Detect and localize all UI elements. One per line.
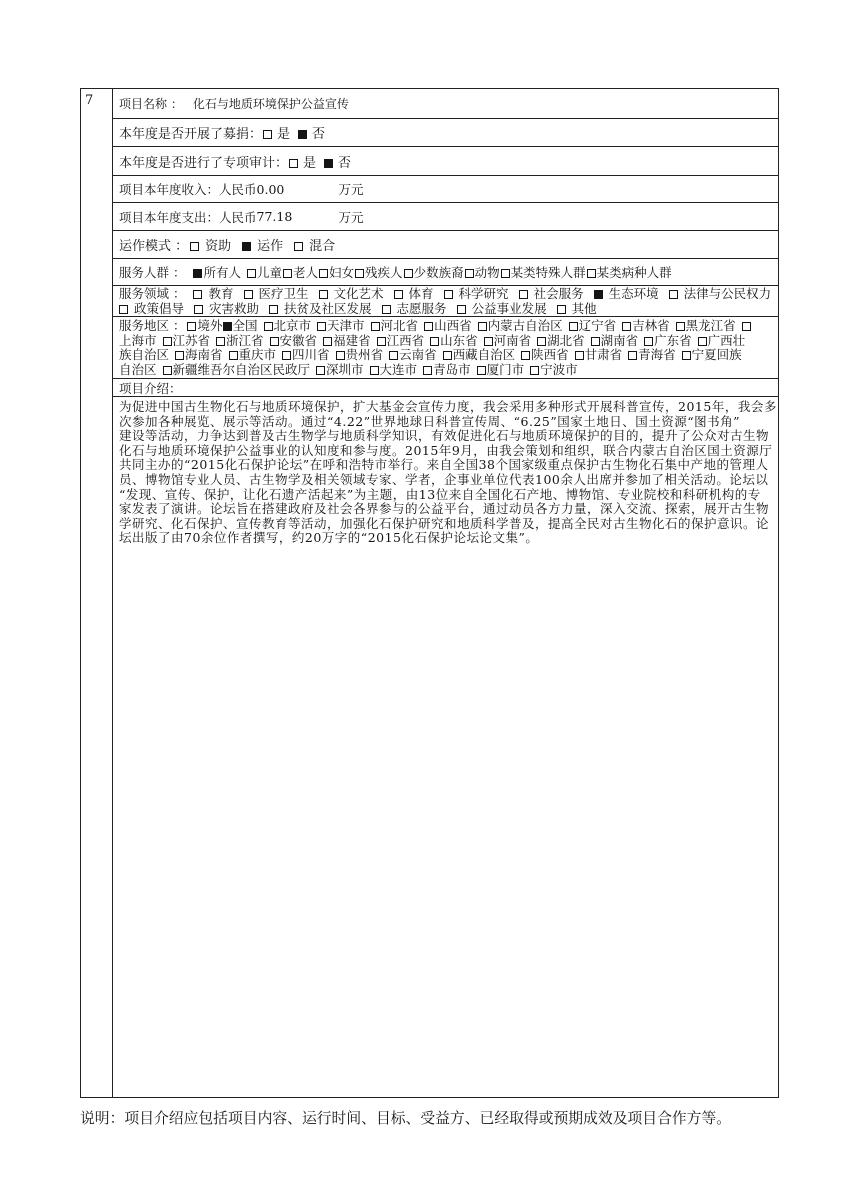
service-region-option-label: 深圳市 [326, 362, 364, 377]
service-region-option [443, 348, 516, 363]
checkbox-empty-icon [484, 337, 493, 346]
service-population-option-label: 少数族裔 [413, 265, 464, 280]
service-region-option [119, 363, 157, 378]
service-field-option-label: 志愿服务 [396, 301, 447, 316]
checkbox-empty-icon [569, 322, 578, 331]
checkbox-empty-icon [622, 322, 631, 331]
service-field-line [119, 301, 778, 316]
operation-mode-option-label: 混合 [309, 239, 336, 254]
service-population-option [247, 263, 282, 281]
service-region-option [119, 348, 169, 363]
service-field-option [457, 301, 547, 316]
service-region-option [270, 334, 318, 349]
intro-text-line: 坛出版了由70余位作者撰写，约20万字的“2015化石保护论坛论文集”。 [119, 530, 539, 546]
fundraising-row [113, 119, 778, 147]
checkbox-empty-icon [175, 351, 184, 360]
service-population-label: 服务人群 ： [119, 265, 186, 280]
service-region-option-label: 广东省 [654, 333, 692, 348]
intro-text-line: 共同主办的“2015化石保护论坛”在呼和浩特市举行。来自全国38个国家级重点保护古生物化石集中产地的管理人 [119, 457, 769, 473]
checkbox-empty-icon [119, 305, 128, 314]
service-region-option [628, 348, 676, 363]
service-region-option [187, 319, 222, 334]
service-region-option-label: 全国 [232, 319, 258, 333]
service-population-option [404, 263, 464, 281]
service-region-option [223, 319, 258, 334]
operation-mode-label: 运作模式 ： [119, 239, 189, 254]
service-region-option-label: 云南省 [399, 348, 437, 362]
service-region-option-label: 宁夏回族 [691, 348, 742, 362]
service-region-option-label: 浙江省 [226, 333, 264, 348]
service-region-option-label: 安徽省 [279, 333, 318, 348]
service-region-option [537, 334, 585, 349]
checkbox-empty-icon [283, 269, 292, 278]
service-region-option [682, 348, 742, 363]
intro-label: 项目介绍： [119, 380, 182, 396]
intro-label-row [113, 379, 778, 397]
service-population-option [193, 263, 241, 281]
service-field-option-label: 其他 [571, 301, 597, 316]
service-region-option-label: 天津市 [327, 319, 365, 333]
checkbox-empty-icon [263, 130, 272, 139]
service-population-option-label: 动物 [474, 265, 500, 280]
service-population-option-label: 残疾人 [365, 265, 403, 280]
checkbox-checked-icon [223, 322, 232, 331]
service-field-option [669, 286, 772, 301]
fundraising-option-label: 是 [277, 127, 291, 142]
audit-option [289, 152, 316, 171]
checkbox-empty-icon [264, 322, 273, 331]
intro-text-line: 为促进中国古生物化石与地质环境保护，扩大基金会宣传力度，我会采用多种形式开展科普宣传，2015年，我会多 [119, 399, 777, 414]
operation-mode-option-label: 资助 [205, 239, 232, 254]
project-name-row [113, 89, 778, 119]
service-region-label: 服务地区 ： [119, 319, 186, 333]
service-field-option-label: 教育 [208, 286, 234, 301]
service-field-label: 服务领域 ： [119, 286, 186, 301]
income-row [113, 176, 778, 203]
service-field-option-label: 体育 [408, 286, 434, 301]
service-field-option-label: 灾害救助 [209, 301, 260, 316]
service-region-option-label: 大连市 [379, 362, 418, 377]
expense-unit: 万元 [338, 209, 364, 225]
project-name-label: 项目名称 ： [119, 97, 183, 111]
service-region-option [591, 334, 639, 349]
service-region-option-label: 河北省 [380, 319, 419, 333]
checkbox-empty-icon [377, 337, 386, 346]
checkbox-empty-icon [382, 305, 391, 314]
intro-text-cell [113, 397, 778, 1097]
checkbox-empty-icon [371, 322, 380, 331]
fundraising-option [263, 123, 290, 142]
service-field-option [269, 301, 372, 316]
service-region-option [430, 334, 478, 349]
service-region-option-label: 甘肃省 [584, 348, 623, 362]
checkbox-empty-icon [628, 351, 637, 360]
checkbox-empty-icon [443, 351, 452, 360]
service-region-option-label: 湖南省 [600, 333, 639, 348]
audit-option-label: 否 [338, 155, 352, 171]
service-region-option-label: 河南省 [493, 333, 532, 348]
operation-mode-option [190, 235, 231, 254]
checkbox-empty-icon [698, 337, 707, 346]
fundraising-label: 本年度是否开展了募捐： [119, 127, 263, 142]
service-region-option-label: 山东省 [440, 333, 478, 348]
service-field-row [113, 286, 778, 317]
checkbox-empty-icon [478, 322, 487, 331]
audit-option-label: 是 [303, 155, 317, 171]
service-region-option [424, 319, 472, 334]
service-region-option-label: 福建省 [333, 333, 371, 348]
item-number: 7 [85, 93, 94, 108]
service-region-option [478, 319, 563, 334]
service-region-option [229, 348, 277, 363]
checkbox-empty-icon [194, 305, 203, 314]
service-region-option [175, 348, 223, 363]
service-field-option-label: 公益事业发展 [471, 301, 547, 316]
service-region-option [163, 334, 211, 349]
service-field-option-label: 社会服务 [533, 286, 584, 301]
checkbox-checked-icon [242, 242, 251, 251]
checkbox-empty-icon [457, 305, 466, 314]
project-details [113, 89, 778, 1097]
service-population-option-label: 所有人 [203, 265, 241, 280]
service-region-option [676, 319, 736, 334]
service-population-option-label: 儿童 [257, 265, 283, 280]
service-field-option [193, 286, 233, 301]
fundraising-option-label: 否 [312, 127, 326, 142]
checkbox-empty-icon [557, 305, 566, 314]
service-population-option [501, 263, 586, 281]
intro-text-line: 家发表了演讲。论坛旨在搭建政府及社会各界参与的公益平台，通过动员各方力量，深入交流、探索，展开古生物 [119, 501, 770, 517]
service-region-option-label: 宁波市 [540, 362, 578, 377]
item-number-cell [81, 89, 113, 1097]
service-field-option-label: 法律与公民权力 [683, 286, 772, 301]
checkbox-empty-icon [355, 269, 364, 278]
checkbox-empty-icon [389, 351, 398, 360]
checkbox-empty-icon [501, 269, 510, 278]
service-field-option [194, 301, 259, 316]
operation-mode-option [294, 235, 335, 254]
income-amount: 0.00 [256, 181, 285, 197]
checkbox-empty-icon [676, 322, 685, 331]
service-region-option [521, 348, 569, 363]
intro-text-line: “发现、宣传、保护，让化石遗产活起来”为主题，由13位来自全国化石产地、博物馆、专业院校和科研机构的专 [119, 486, 761, 502]
checkbox-empty-icon [521, 351, 530, 360]
intro-text-line: 建设等活动，力争达到普及古生物学与地质科学知识，有效促进化石与地质环境保护的目的，提升了公众对古生物 [119, 428, 770, 444]
service-region-option-label: 陕西省 [531, 348, 569, 362]
fundraising-option [298, 123, 325, 142]
operation-mode-option [242, 235, 283, 254]
intro-text-line: 学研究、化石保护、宣传教育等活动，加强化石保护研究和地质科学普及，提高全民对古生物化石的保护意识。论 [119, 515, 770, 531]
service-field-option-label: 生态环境 [608, 286, 659, 301]
checkbox-checked-icon [594, 290, 603, 299]
service-field-option-label: 文化艺术 [333, 286, 384, 301]
checkbox-empty-icon [591, 337, 600, 346]
checkbox-empty-icon [530, 366, 539, 375]
service-region-row [113, 317, 778, 379]
checkbox-empty-icon [424, 322, 433, 331]
service-population-option [355, 263, 403, 281]
expense-row [113, 203, 778, 231]
service-region-option [317, 319, 365, 334]
service-field-option [119, 301, 184, 316]
audit-label: 本年度是否进行了专项审计： [119, 155, 289, 171]
service-region-option [742, 319, 752, 334]
expense-label: 项目本年度支出：人民币 [119, 209, 257, 225]
service-region-option [644, 334, 692, 349]
checkbox-empty-icon [187, 322, 196, 331]
service-field-option [394, 286, 434, 301]
checkbox-checked-icon [193, 269, 202, 278]
checkbox-empty-icon [247, 269, 256, 278]
checkbox-empty-icon [216, 337, 225, 346]
service-field-option-label: 政策倡导 [134, 301, 185, 316]
service-population-option-label: 某类特殊人群 [510, 265, 586, 280]
checkbox-empty-icon [575, 351, 584, 360]
checkbox-empty-icon [244, 290, 253, 299]
service-region-option [484, 334, 532, 349]
service-region-option-label: 山西省 [434, 319, 472, 333]
service-population-option-label: 某类病种人群 [596, 265, 672, 280]
checkbox-empty-icon [319, 290, 328, 299]
service-population-options [193, 263, 672, 281]
expense-amount: 77.18 [256, 209, 293, 224]
checkbox-checked-icon [298, 130, 307, 139]
service-field-option [444, 286, 509, 301]
service-region-option [264, 319, 312, 334]
checkbox-empty-icon [163, 337, 172, 346]
service-region-option [569, 319, 617, 334]
checkbox-empty-icon [519, 290, 528, 299]
service-region-option-label: 青岛市 [433, 362, 471, 377]
checkbox-empty-icon [282, 351, 291, 360]
service-region-option-label: 内蒙古自治区 [487, 319, 563, 333]
service-region-option [216, 334, 264, 349]
service-region-option-label: 四川省 [292, 348, 330, 362]
checkbox-empty-icon [682, 351, 691, 360]
service-field-option [319, 286, 384, 301]
service-population-option-label: 老人 [293, 265, 319, 280]
checkbox-empty-icon [190, 242, 199, 251]
checkbox-checked-icon [324, 159, 333, 168]
audit-options [289, 152, 359, 171]
service-region-option [371, 319, 419, 334]
checkbox-empty-icon [644, 337, 653, 346]
operation-mode-row [113, 231, 778, 259]
service-field-option-label: 医疗卫生 [258, 286, 309, 301]
service-region-option [282, 348, 330, 363]
checkbox-empty-icon [323, 337, 332, 346]
service-region-option [163, 363, 311, 378]
operation-mode-option-label: 运作 [257, 239, 284, 254]
service-region-option-label: 自治区 [119, 362, 157, 377]
service-region-line [119, 319, 778, 334]
project-table [80, 88, 779, 1098]
checkbox-empty-icon [319, 269, 328, 278]
checkbox-empty-icon [317, 322, 326, 331]
checkbox-empty-icon [404, 269, 413, 278]
service-population-row [113, 259, 778, 286]
service-region-option-label: 厦门市 [486, 362, 525, 377]
checkbox-empty-icon [270, 337, 279, 346]
intro-text-line: 化石与地质环境保护公益事业的认知度和参与度。2015年9月，由我会策划和组织，联合内蒙古自治区国土资源厅 [119, 442, 773, 458]
service-region-option-label: 广西壮 [707, 333, 746, 348]
service-field-option-label: 扶贫及社区发展 [284, 301, 372, 316]
service-region-option [530, 363, 578, 378]
service-region-option [477, 363, 525, 378]
service-region-option [323, 334, 371, 349]
checkbox-empty-icon [465, 269, 474, 278]
service-field-option-label: 科学研究 [458, 286, 509, 301]
service-field-option [557, 301, 597, 316]
service-region-option-label: 境外 [197, 319, 223, 333]
fundraising-options [263, 123, 333, 142]
service-region-option-label: 上海市 [119, 333, 157, 348]
service-region-option [336, 348, 384, 363]
income-unit: 万元 [338, 182, 364, 197]
service-region-option [119, 334, 157, 349]
service-region-option-label: 北京市 [273, 319, 312, 333]
service-population-option-label: 妇女 [329, 265, 355, 280]
checkbox-empty-icon [370, 366, 379, 375]
service-region-option [377, 334, 425, 349]
checkbox-empty-icon [193, 290, 202, 299]
audit-option [324, 152, 351, 171]
service-region-option [370, 363, 418, 378]
service-region-option-label: 吉林省 [632, 319, 670, 333]
service-region-option [389, 348, 437, 363]
service-population-option [283, 263, 318, 281]
service-region-option-label: 江苏省 [172, 333, 211, 348]
checkbox-empty-icon [163, 366, 172, 375]
checkbox-empty-icon [423, 366, 432, 375]
service-region-line [119, 334, 778, 349]
operation-mode-options [190, 235, 346, 254]
checkbox-empty-icon [742, 322, 751, 331]
service-region-option-label: 海南省 [185, 348, 223, 362]
checkbox-empty-icon [537, 337, 546, 346]
audit-row [113, 147, 778, 176]
checkbox-empty-icon [444, 290, 453, 299]
service-region-line [119, 348, 778, 363]
project-name-value: 化石与地质环境保护公益宣传 [192, 97, 349, 111]
service-population-option [319, 263, 354, 281]
income-label: 项目本年度收入：人民币 [119, 182, 257, 197]
service-region-option [575, 348, 623, 363]
checkbox-empty-icon [669, 290, 678, 299]
service-region-option-label: 西藏自治区 [452, 348, 516, 362]
service-region-option-label: 贵州省 [345, 348, 384, 362]
service-region-option-label: 青海省 [638, 348, 676, 362]
service-region-option-label: 黑龙江省 [685, 319, 736, 333]
intro-text-line: 次参加各种展览、展示等活动。通过“4.22”世界地球日科普宣传周、“6.25”国家土地日、国土资源“图书角” [119, 413, 741, 429]
footnote: 说明：项目介绍应包括项目内容、运行时间、目标、受益方、已经取得或预期成效及项目合作方等。 [80, 1110, 732, 1127]
service-field-option [594, 286, 659, 301]
service-region-option-label: 辽宁省 [578, 319, 617, 333]
service-region-option [423, 363, 471, 378]
checkbox-empty-icon [477, 366, 486, 375]
service-region-option-label: 族自治区 [119, 348, 170, 362]
service-region-option-label: 重庆市 [238, 348, 277, 362]
service-field-option [519, 286, 584, 301]
checkbox-empty-icon [587, 269, 596, 278]
checkbox-empty-icon [294, 242, 303, 251]
service-region-option-label: 新疆维吾尔自治区民政厅 [172, 362, 311, 377]
service-population-option [587, 263, 672, 281]
service-field-line [119, 286, 778, 301]
checkbox-empty-icon [430, 337, 439, 346]
service-field-option [382, 301, 447, 316]
service-region-option-label: 湖北省 [547, 333, 585, 348]
service-region-line [119, 363, 778, 378]
service-region-option [622, 319, 670, 334]
service-region-option [316, 363, 364, 378]
checkbox-empty-icon [316, 366, 325, 375]
checkbox-empty-icon [269, 305, 278, 314]
intro-text-line: 员、博物馆专业人员、古生物学及相关领域专家、学者，企事业单位代表100余人出席并参加了相关活动。论坛以 [119, 471, 769, 487]
service-region-option-label: 江西省 [386, 333, 425, 348]
checkbox-empty-icon [229, 351, 238, 360]
checkbox-empty-icon [289, 159, 298, 168]
service-population-option [465, 263, 500, 281]
checkbox-empty-icon [336, 351, 345, 360]
checkbox-empty-icon [394, 290, 403, 299]
service-region-option [698, 334, 746, 349]
service-field-option [244, 286, 309, 301]
